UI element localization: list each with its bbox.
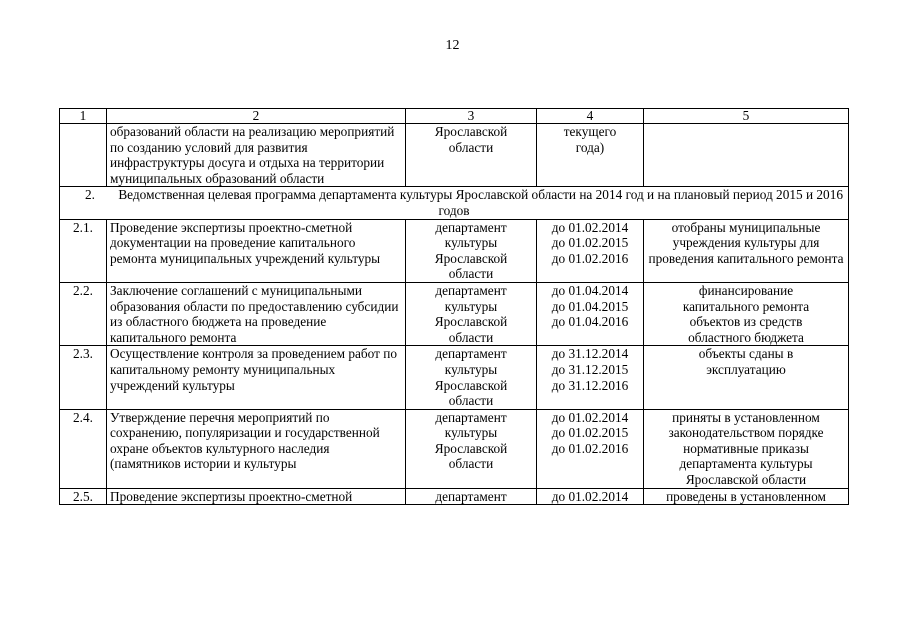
column-header: 1 <box>60 109 107 124</box>
activity-name: Утверждение перечня мероприятий по сохранению, популяризации и государственной охране объектов культурного наследия (памятников истории и культуры <box>107 409 406 488</box>
term: до 01.02.2014 до 01.02.2015 до 01.02.2016 <box>537 409 644 488</box>
section-title: Ведомственная целевая программа департамента культуры Ярославской области на 2014 год и на плановый период 2015 и 2016 годов <box>118 187 843 218</box>
result <box>644 124 849 187</box>
column-header: 2 <box>107 109 406 124</box>
table-row <box>60 488 849 505</box>
table-row <box>60 282 849 345</box>
term: до 01.02.2014 <box>537 488 644 505</box>
activity-name: Проведение экспертизы проектно-сметной <box>107 488 406 505</box>
result: отобраны муниципальные учреждения культуры для проведения капитального ремонта <box>644 219 849 282</box>
result: финансирование капитального ремонта объектов из средств областного бюджета <box>644 282 849 345</box>
result: объекты сданы в эксплуатацию <box>644 346 849 409</box>
table-row <box>60 124 849 187</box>
row-number: 2.2. <box>60 282 107 345</box>
table-row <box>60 409 849 488</box>
row-number: 2.1. <box>60 219 107 282</box>
executor: Ярославской области <box>406 124 537 187</box>
activity-name: Осуществление контроля за проведением работ по капитальному ремонту муниципальных учреждений культуры <box>107 346 406 409</box>
result: проведены в установленном <box>644 488 849 505</box>
table-row <box>60 346 849 409</box>
term: до 01.02.2014 до 01.02.2015 до 01.02.2016 <box>537 219 644 282</box>
row-number: 2.5. <box>60 488 107 505</box>
section-row <box>60 187 849 219</box>
row-number: 2.3. <box>60 346 107 409</box>
section-number: 2. <box>84 187 95 203</box>
plan-table <box>59 108 849 505</box>
table-header-row <box>60 109 849 124</box>
executor: департамент культуры Ярославской области <box>406 346 537 409</box>
activity-name: Заключение соглашений с муниципальными образования области по предоставлению субсидии из областного бюджета на проведение капитального ремонта <box>107 282 406 345</box>
column-header: 5 <box>644 109 849 124</box>
activity-name: Проведение экспертизы проектно-сметной документации на проведение капитального ремонта муниципальных учреждений культуры <box>107 219 406 282</box>
row-number <box>60 124 107 187</box>
term: до 01.04.2014 до 01.04.2015 до 01.04.2016 <box>537 282 644 345</box>
executor: департамент культуры Ярославской области <box>406 219 537 282</box>
section-heading <box>60 187 849 219</box>
table-row <box>60 219 849 282</box>
executor: департамент <box>406 488 537 505</box>
column-header: 3 <box>406 109 537 124</box>
executor: департамент культуры Ярославской области <box>406 409 537 488</box>
page-number: 12 <box>445 38 460 53</box>
column-header: 4 <box>537 109 644 124</box>
executor: департамент культуры Ярославской области <box>406 282 537 345</box>
term: до 31.12.2014 до 31.12.2015 до 31.12.2016 <box>537 346 644 409</box>
result: приняты в установленном законодательством порядке нормативные приказы департамента культуры Ярославской области <box>644 409 849 488</box>
activity-name: образований области на реализацию мероприятий по созданию условий для развития инфраструктуры досуга и отдыха на территории муниципальных образований области <box>107 124 406 187</box>
term: текущего года) <box>537 124 644 187</box>
row-number: 2.4. <box>60 409 107 488</box>
